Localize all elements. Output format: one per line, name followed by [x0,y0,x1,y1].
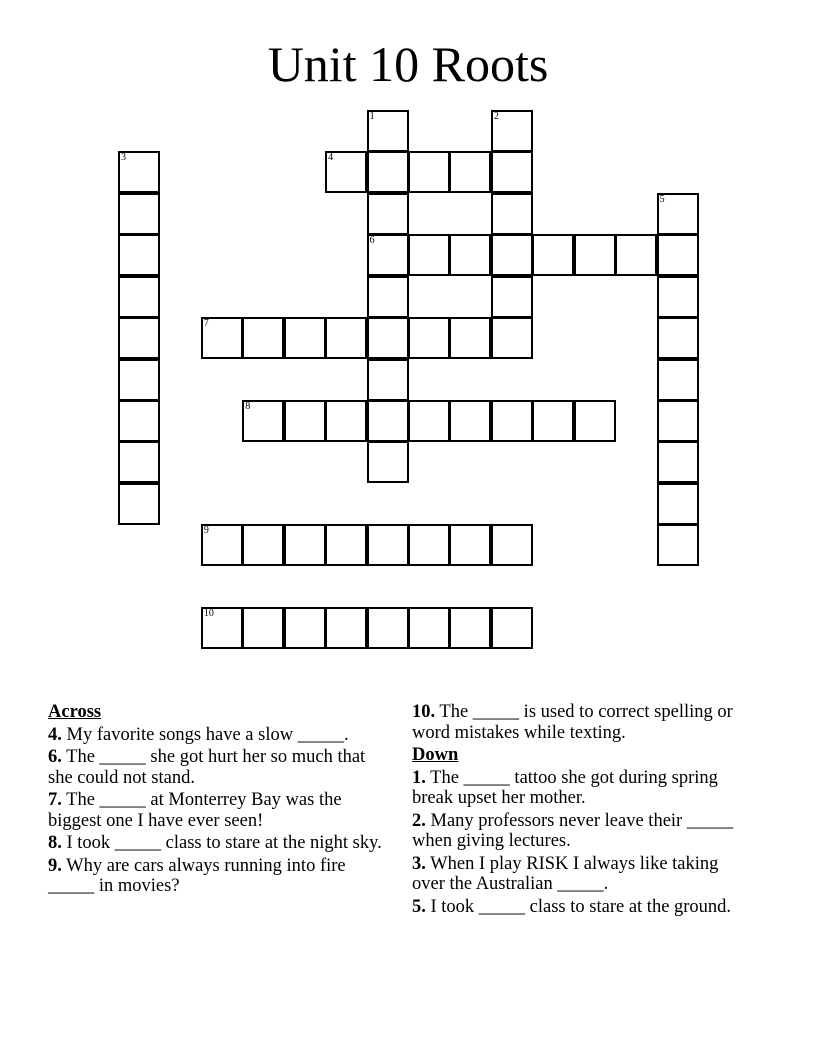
across-clue-9 [48,856,388,897]
cell-number: 3 [121,152,126,164]
clue-number: 2. [412,810,426,831]
grid-cell[interactable] [325,400,367,442]
grid-cell[interactable] [491,400,533,442]
clue-number: 6. [48,747,62,767]
grid-cell[interactable] [491,607,533,649]
grid-cell[interactable] [367,317,409,359]
grid-cell[interactable] [491,276,533,318]
grid-cell[interactable] [449,400,491,442]
cell-number: 2 [493,111,499,122]
grid-cell[interactable] [449,317,491,359]
cell-number: 4 [328,152,334,164]
grid-cell[interactable] [325,151,367,193]
grid-cell[interactable] [284,607,326,649]
grid-cell[interactable] [284,400,326,442]
grid-cell[interactable] [367,110,409,152]
grid-cell[interactable] [449,234,491,276]
grid-cell[interactable] [242,317,284,359]
grid-cell[interactable] [491,317,533,359]
grid-cell[interactable] [118,441,160,483]
grid-cell[interactable] [367,400,409,442]
grid-cell[interactable] [491,234,533,276]
grid-cell[interactable] [201,317,243,359]
grid-cell[interactable] [201,607,243,649]
grid-cell[interactable] [367,151,409,193]
clue-number: 4. [48,724,62,745]
grid-cell[interactable] [657,234,699,276]
clue-text: The _____ tattoo she got during spring break upset her mother. [412,767,718,808]
grid-cell[interactable] [408,234,450,276]
grid-cell[interactable] [118,400,160,442]
grid-cell[interactable] [657,276,699,318]
grid-cell[interactable] [532,234,574,276]
grid-cell[interactable] [615,234,657,276]
cell-number: 10 [203,608,214,620]
across-clue-6 [48,747,388,788]
clue-number: 8. [48,833,62,853]
across-clue-4 [48,725,388,746]
cell-number: 9 [203,525,209,537]
grid-cell[interactable] [657,400,699,442]
grid-cell[interactable] [325,524,367,566]
grid-cell[interactable] [242,400,284,442]
grid-cell[interactable] [657,193,699,235]
clue-number: 10. [412,702,436,722]
clue-text: Many professors never leave their _____ when giving lectures. [412,810,734,851]
down-clue-3 [412,854,752,895]
grid-cell[interactable] [325,317,367,359]
grid-cell[interactable] [408,151,450,193]
clue-text: The _____ she got hurt her so much that she could not stand. [48,747,366,788]
grid-cell[interactable] [491,193,533,235]
grid-cell[interactable] [574,234,616,276]
down-clue-5 [412,897,752,918]
grid-cell[interactable] [201,524,243,566]
clues-column-left [48,702,388,899]
down-clue-2 [412,811,752,852]
grid-cell[interactable] [449,151,491,193]
grid-cell[interactable] [532,400,574,442]
across-clue-8 [48,833,388,854]
grid-cell[interactable] [367,607,409,649]
clue-number: 5. [412,896,426,917]
grid-cell[interactable] [367,441,409,483]
clue-text: Why are cars always running into fire _____ in movies? [48,855,346,896]
grid-cell[interactable] [284,524,326,566]
clue-number: 7. [48,790,62,810]
grid-cell[interactable] [367,276,409,318]
grid-cell[interactable] [657,441,699,483]
grid-cell[interactable] [449,524,491,566]
clue-text: I took _____ class to stare at the night sky. [66,833,382,853]
page-title: Unit 10 Roots [267,36,549,92]
grid-cell[interactable] [408,400,450,442]
clue-number: 3. [412,853,426,874]
cell-number: 8 [245,401,251,412]
grid-cell[interactable] [367,234,409,276]
cell-number: 6 [369,235,375,247]
grid-cell[interactable] [408,317,450,359]
clue-number: 1. [412,767,426,788]
grid-cell[interactable] [449,607,491,649]
grid-cell[interactable] [657,359,699,401]
grid-cell[interactable] [284,317,326,359]
grid-cell[interactable] [118,234,160,276]
grid-cell[interactable] [367,524,409,566]
cell-number: 5 [659,193,665,205]
cell-number: 7 [203,318,209,330]
clue-text: I took _____ class to stare at the ground. [430,896,732,917]
grid-cell[interactable] [118,151,160,193]
clues-column-right [412,702,752,919]
grid-cell[interactable] [242,607,284,649]
across-clue-10 [412,702,752,743]
down-heading: Down [412,745,459,765]
grid-cell[interactable] [367,359,409,401]
grid-cell[interactable] [657,483,699,525]
across-heading: Across [48,702,102,722]
grid-cell[interactable] [408,607,450,649]
grid-cell[interactable] [242,524,284,566]
clue-text: When I play RISK I always like taking over the Australian _____. [412,853,719,894]
grid-cell[interactable] [367,193,409,235]
grid-cell[interactable] [574,400,616,442]
grid-cell[interactable] [657,317,699,359]
grid-cell[interactable] [118,317,160,359]
clue-number: 9. [48,855,62,876]
down-clue-1 [412,768,752,809]
grid-cell[interactable] [408,524,450,566]
grid-cell[interactable] [118,276,160,318]
grid-cell[interactable] [657,524,699,566]
grid-cell[interactable] [118,359,160,401]
grid-cell[interactable] [118,483,160,525]
across-clue-7 [48,790,388,831]
grid-cell[interactable] [491,110,533,152]
clue-text: The _____ is used to correct spelling or word mistakes while texting. [412,702,733,743]
clue-text: My favorite songs have a slow _____. [66,724,349,745]
grid-cell[interactable] [325,607,367,649]
grid-cell[interactable] [118,193,160,235]
grid-cell[interactable] [491,524,533,566]
clue-text: The _____ at Monterrey Bay was the biggest one I have ever seen! [48,790,342,831]
cell-number: 1 [369,111,375,122]
grid-cell[interactable] [491,151,533,193]
